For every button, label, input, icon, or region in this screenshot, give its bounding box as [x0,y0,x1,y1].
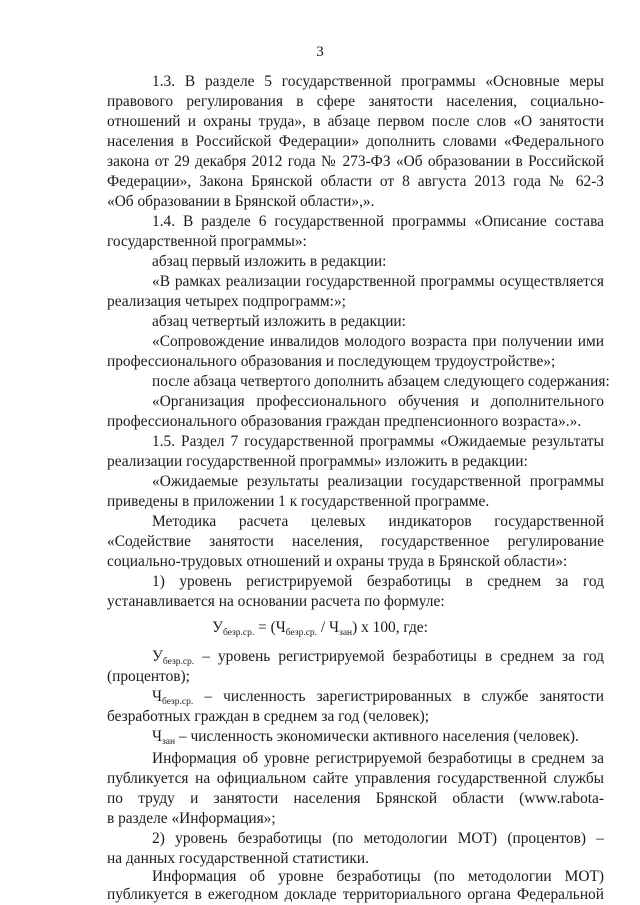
text-line: «Организация профессионального обучения и дополнительного [152,393,604,410]
text-line: реализация четырех подпрограмм:»; [107,293,346,310]
text-line: «В рамках реализации государственной программы осуществляется [152,273,604,290]
text-line: 2) уровень безработицы (по методологии МОТ) (процентов) – [152,830,604,847]
text-line: реализации государственной программы» изложить в редакции: [107,453,528,470]
text-line: «Содействие занятости населения, государственное регулирование [107,533,604,550]
text-line: публикуется в ежегодном докладе территориального органа Федеральной [107,886,604,903]
text-line: 1.5. Раздел 7 государственной программы «Ожидаемые результаты [152,433,604,450]
text-line: по труду и занятости населения Брянской области (www.rabota- [107,790,604,807]
text-line: на данных государственной статистики. [107,850,369,867]
definition-line: (процентов); [107,668,190,685]
text-line: после абзаца четвертого дополнить абзацем следующего содержания: [152,373,610,390]
text-line: профессионального образования и последующем трудоустройстве»; [107,353,556,370]
text-line: отношений и охраны труда», в абзаце первом после слов «О занятости [107,113,604,130]
text-line: населения в Российской Федерации» дополнить словами «Федерального [107,133,604,150]
text-line: Федерации», Закона Брянской области от 8 августа 2013 года № 62-З [107,173,604,190]
text-line: устанавливается на основании расчета по формуле: [107,593,445,610]
definition-line: $Ч_{зан}$ – численность экономически активного населения (человек). [152,728,579,747]
text-line: приведены в приложении 1 к государственной программе. [107,493,490,510]
definition-line: безработных граждан в среднем за год (человек); [107,708,429,725]
text-line: 1) уровень регистрируемой безработицы в среднем за год [152,573,604,590]
text-line: Информация об уровне безработицы (по методологии МОТ) [152,868,604,885]
text-line: Методика расчета целевых индикаторов государственной [152,513,604,530]
text-line: абзац четвертый изложить в редакции: [152,313,406,330]
text-line: профессионального образования граждан предпенсионного возраста».». [107,413,582,430]
text-line: социально-трудовых отношений и охраны труда в Брянской области»: [107,553,568,570]
text-line: правового регулирования в сфере занятости населения, социально- [107,93,604,110]
text-line: государственной программы»: [107,233,307,250]
text-line: публикуется на официальном сайте управления государственной службы [107,770,604,787]
text-line: «Об образовании в Брянской области»,». [107,193,375,210]
text-line: 1.4. В разделе 6 государственной программы «Описание состава [152,213,604,230]
formula: $У_{безр.ср.} = (Ч_{безр.ср.} / Ч_{зан})$ x 100, где: [212,619,428,638]
text-line: закона от 29 декабря 2012 года № 273-ФЗ «Об образовании в Российской [107,153,604,170]
text-line: «Сопровождение инвалидов молодого возраста при получении ими [152,333,604,350]
text-line: Информация об уровне регистрируемой безработицы в среднем за [152,750,604,767]
definition-line: $Ч_{безр.ср.}$ – численность зарегистрированных в службе занятости [152,688,604,706]
text-line: абзац первый изложить в редакции: [152,253,387,270]
definition-line: $У_{безр.ср.}$ – уровень регистрируемой безработицы в среднем за год [152,648,604,666]
page-number: 3 [316,44,324,60]
text-line: в разделе «Информация»; [107,810,276,827]
text-line: «Ожидаемые результаты реализации государственной программы [152,473,604,490]
text-line: 1.3. В разделе 5 государственной программы «Основные меры [152,73,604,90]
